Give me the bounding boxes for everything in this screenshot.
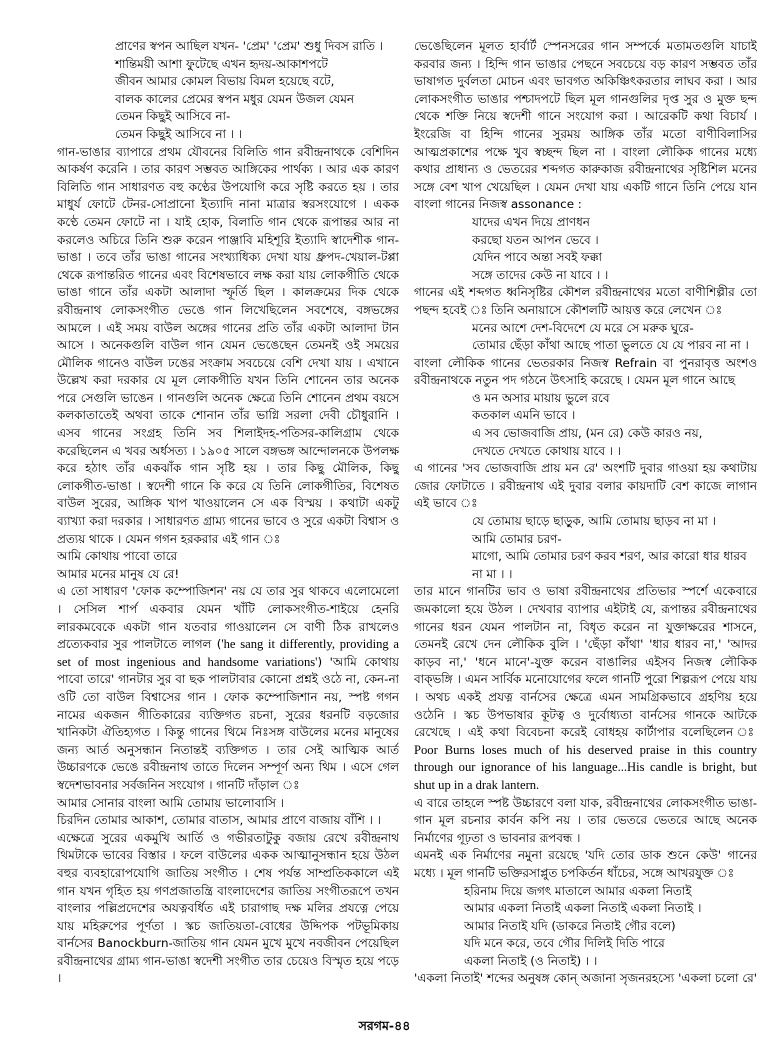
- paragraph: গান-ভাঙার ব্যাপারে প্রথম যৌবনের বিলিতি গান রবীন্দ্রনাথকে বেশিদিন আকর্ষণ করেনি । তার কারণ সম্ভবত আঙ্গিকের পার্থক্য । আর এক কারণ বিলিতি গান সাধারণত বহু কণ্ঠের উপযোগি করে সৃষ্টি করতে হয় । তার মাধুর্য ফোটে টেনর-সোপ্রানো ইত্যাদি নানা মাত্রার স্বরসংযোগে । একক কণ্ঠে তেমন ফোটে না । যাই হোক, বিলাতি গান থেকে রূপান্তর আর না করলেও অচিরে তিনি শুরু করেন পাঞ্জাবি মহিশূরি ইত্যাদি স্বাদেশীক গান-ভাঙা । তবে তাঁর ভাঙা গানের সংখ্যাধিক্য দেখা যায় ধ্রুপদ-খেয়াল-টপ্পা থেকে রূপান্তরিত গানের এবং বিশেষভাবে লক্ষ করা যায় লোকগীতি থেকে ভাঙা গানে তাঁর একটা আলাদা স্ফূর্তি ছিল । কালক্রমের দিক থেকে রবীন্দ্রনাথ লোকসংগীত ভেঙে গান লিখেছিলেন সবশেষে, বঙ্গভঙ্গের আমলে । এই সময় বাউল অঙ্গের গানের প্রতি তাঁর একটা আলাদা টান আসে । অনেকগুলি বাউল গান যেমন ভেঙেছেন তেমনই ওই সময়ের মৌলিক গানেও বাউল ঢঙের সংক্রাম সবচেয়ে বেশি দেখা যায় । এখানে উল্লেখ করা দরকার যে মূল লোকগীতি যখন তিনি শোনেন তার অনেক পরে সেগুলি ভাঙেন । গানগুলি অনেক ক্ষেত্রে তিনি শোনেন প্রথম বয়সে কলকাতাতেই অথবা তাকে শোনান তাঁর ভাগ্নি সরলা দেবী চৌধুরানি । এসব গানের সংগ্রহ তিনি সব শিলাইদহ-পতিসর-কালিগ্রাম থেকে করেছিলেন এ খবর অর্ধসত্য । ১৯০৫ সালে বঙ্গভঙ্গ আন্দোলনকে উপলক্ষ করে হঠাৎ তাঁর একঝাঁক গান সৃষ্টি হয় । তার কিছু মৌলিক, কিছু লোকগীত-ভাঙা । স্বদেশী গানে কি করে যে তিনি লোকগীতির, বিশেষত বাউল সুরের, আঙ্গিক খাপ খাওয়ালেন সে এক বিস্ময় । কথাটা একটু ব্যাখ্যা করা দরকার । সাধারণত গ্রাম্য গানের ভাবে ও সুরে একটা বিশ্বাস ও প্রত্যয় থাকে । যেমন গগন হরকরার এই গান ঃ: [57, 144, 399, 546]
- left-column: [57, 38, 399, 988]
- song-excerpt: [414, 883, 757, 971]
- poem-line: শান্তিময়ী আশা ফুটেছে এখন হৃদয়-আকাশপটে: [115, 56, 328, 71]
- song-excerpt: [414, 214, 757, 284]
- song-line: যাদের এখন দিয়ে প্রাণধন: [472, 214, 590, 229]
- poem-excerpt: [57, 38, 399, 144]
- song-excerpt: [414, 320, 757, 355]
- song-line: ও মন অসার মায়ায় ভুলে রবে: [472, 390, 610, 405]
- song-excerpt: [414, 513, 757, 583]
- poem-line: প্রাণের স্বপন আছিল যখন- 'প্রেম' 'প্রেম' শুধু দিবস রাতি ।: [115, 39, 383, 53]
- paragraph: [414, 583, 757, 794]
- right-column: [414, 38, 757, 988]
- song-line: আমি তোমার চরণ-: [472, 531, 562, 546]
- paragraph-text: তার মানে গানটির ভাব ও ভাষা রবীন্দ্রনাথের প্রতিভার স্পর্শে একেবারে জমকালো হয়ে উঠল । দেখবার ব্যাপার এইটাই যে, রূপান্তর রবীন্দ্রনাথের গানের ধরন যেমন পালটান না, বিধৃত করেন না যুক্তাক্ষরের শাসনে, তেমনই রেখে দেন লৌকিক বুলি । 'ছেঁড়া কাঁথা' 'ধার ধারব না,' 'আদর কাড়ব না,' 'ধনে মানে'-যুক্ত করেন বাঙালির এইসব নিজস্ব লৌকিক বাক্ভঙ্গি । এমন সার্বিক মনোযোগের ফলে গানটি পুরো শিল্পরূপ পেয়ে যায় । অথচ একই প্রযত্ন বার্নসের ক্ষেত্রে এমন সামগ্রিকভাবে গ্রহণিয় হয়ে ওঠেনি । স্কচ উপভাষার কূটত্ব ও দুর্বোধ্যতা বার্নসের গানকে আটকে রেখেছে । এই কথা বিবেচনা করেই বোধহয় কার্টাপার বলেছিলেন ঃ: [414, 584, 757, 740]
- song-line: চিরদিন তোমার আকাশ, তোমার বাতাস, আমার প্রাণে বাজায় বাঁশি । ।: [57, 813, 381, 828]
- page-number: সরগম-৪৪: [358, 1018, 411, 1033]
- song-excerpt: [57, 548, 399, 583]
- song-line: যে তোমায় ছাড়ে ছাড়ুক, আমি তোমায় ছাড়ব না মা ।: [472, 514, 716, 529]
- song-line: সঙ্গে তাদের কেউ না যাবে । ।: [472, 267, 609, 282]
- song-line: কতকাল এমনি ভাবে ।: [472, 408, 576, 423]
- song-line: দেখতে দেখতে কোথায় যাবে । ।: [472, 443, 621, 458]
- song-line: করছো যতন আপন ভেবে ।: [472, 232, 599, 247]
- song-line: আমার মনের মানুষ যে রে!: [57, 566, 180, 581]
- song-line: এ সব ভোজবাজি প্রায়, (মন রে) কেউ কারও নয়,: [472, 426, 703, 441]
- paragraph: এমনই এক নির্মাণের নমুনা রয়েছে 'যদি তোর ডাক শুনে কেউ' গানের মধ্যে । মূল গানটি ভক্তিরসাপ্লুত চপকির্তন ধাঁচের, সঙ্গে আখরযুক্ত ঃ: [414, 848, 757, 880]
- song-line: আমি কোথায় পাবো তারে: [57, 549, 178, 564]
- paragraph-text: ) 'আমি কোথায় পাবো তারে' গানটার সুর বা ছক পালটাবার কোনো প্রশ্নই ওঠে না, কেন-না ওটি তো বাউল বিশ্বাসের গান । ফোক কম্পোজিশান নয়, স্পষ্ট গগন নামের একজন গীতিকারের ব্যক্তিগত রচনা, সুরের ধরনটি বড়জোর খানিকটা ঐতিহ্যগত । কিন্তু গানের থিমে নিঃসঙ্গ বাউলের মনের মানুষের জন্য আর্ত অনুসন্ধান নিতান্তই ব্যক্তিগত । তার সেই আত্মিক আর্ত উচ্চারণকে ভেঙে রবীন্দ্রনাথ তাতে দিলেন সম্পূর্ণ অন্য থিম । এসে গেল স্বদেশভাবনার সর্বজনিন সংযোগ । গানটি দাঁড়াল ঃ: [57, 654, 399, 792]
- song-line: যদি মনে করে, তবে গৌর দিলিই দিতি পারে: [464, 936, 665, 951]
- song-line: তোমার ছেঁড়া কাঁথা আছে পাতা ভুলতে যে যে পারব না না ।: [472, 338, 749, 353]
- poem-line: তেমন কিছুই আসিবে না । ।: [115, 126, 243, 141]
- paragraph: [57, 583, 399, 794]
- paragraph: 'একলা নিতাই' শব্দের অনুষঙ্গ কোন্ অজানা সৃজনরহস্যে 'একলা চলো রে': [414, 971, 757, 986]
- song-excerpt: [57, 795, 399, 830]
- poem-line: বালক কালের প্রেমের স্বপন মধুর যেমন উজল যেমন: [115, 91, 354, 106]
- paragraph-text: এ তো সাধারণ 'ফোক কম্পোজিশন' নয় যে তার সুর থাকবে এলোমেলো । সেসিল শার্প একবার যেমন খাঁটি লোকসংগীত-শাইয়ে হেনরি লারকমবেকে একটা গান যতবার গাওয়ালেন সে বাণী ঠিক রাখলেও প্রত্যেকবার সুর পালটাতে লাগল (: [57, 584, 399, 652]
- song-excerpt: [414, 390, 757, 460]
- song-line: যেদিন পাবে অন্তা সবই ফক্কা: [472, 250, 602, 265]
- paragraph: ভেঙেছিলেন মূলত হার্বার্ট স্পেনসরের গান সম্পর্কে মতামতগুলি যাচাই করবার জন্য । হিন্দি গান ভাঙার পেছনে সবচেয়ে বড় কারণ সম্ভবত তাঁর ভাষাগত দুর্বলতা মোচন এবং ভাবগত অকিঞ্চিৎকরতার লাঘব করা । আর লোকসংগীত ভাঙার পশ্চাদপটে ছিল মূল গানগুলির দৃপ্ত সুর ও মুক্ত ছন্দ থেকে শক্তি নিয়ে স্বদেশী গানে সংযোগ করা । আরেকটি কথা বিচার্য । ইংরেজি বা হিন্দি গানের সুরময় আঙ্গিক তাঁর মতো বাণীবিলাসির আত্মপ্রকাশের পক্ষে খুব স্বচ্ছন্দ ছিল না । বাংলা লৌকিক গানের মধ্যে কথার প্রাধান্য ও ভেতরের শব্দগত কারুকাজ রবীন্দ্রনাথের সৃষ্টিশিল মনের সঙ্গে বেশ খাপ খেয়েছিল । যেমন দেখা যায় একটি গানে তিনি পেয়ে যান বাংলা গানের নিজস্ব assonance :: [414, 39, 757, 212]
- paragraph: এ গানের 'সব ভোজবাজি প্রায় মন রে' অংশটি দুবার গাওয়া হয় কথাটায় জোর ফোটাতে । রবীন্দ্রনাথ এই দুবার বলার কায়দাটি বেশ কাজে লাগান এই ভাবে ঃ: [414, 461, 757, 511]
- paragraph: এক্ষেত্রে সুরের একমুখি আর্তি ও গভীরতাটুকু বজায় রেখে রবীন্দ্রনাথ থিমটাকে ভাবের বিস্তার । ফলে বাউলের একক আত্মানুসন্ধান হয়ে উঠল বহুর ব্যবহারোপযোগি জাতিয় সংগীত । শেষ পর্যন্ত সাম্প্রতিককালে এই গান যখন গৃহিত হয় গণপ্রজাতন্ত্রি বাংলাদেশের জাতিয় সংগীতরূপে তখন বাংলার পল্লিপ্রদেশের অযত্নবর্ধিত এই চারাগাছ দক্ষ মলির প্রযত্নে পেয়ে যায় মহিরুপের পূর্ণতা । স্কচ জাতিয়তা-বোধের উদ্দিপক পটভূমিকায় বার্নসের Banockburn-জাতিয় গান যেমন মুখে মুখে নবজীবন পেয়েছিল রবীন্দ্রনাথের গ্রাম্য গান-ভাঙা স্বদেশী সংগীত তার চেয়েও বিস্মৃত হয়ে পড়ে ।: [57, 830, 399, 986]
- song-line: আমার সোনার বাংলা আমি তোমায় ভালোবাসি ।: [57, 795, 284, 810]
- song-line: আমার একলা নিতাই একলা নিতাই একলা নিতাই ।: [464, 901, 702, 916]
- poem-line: জীবন আমার কোমল বিভায় বিমল হয়েছে বটে,: [115, 74, 335, 89]
- song-line: না মা । ।: [472, 566, 513, 581]
- paragraph: বাংলা লৌকিক গানের ভেতরকার নিজস্ব Refrain বা পুনরাবৃত্ত অংশও রবীন্দ্রনাথকে নতুন পদ গঠনে উৎসাহি করেছে । যেমন মূল গানে আছে: [414, 355, 757, 388]
- song-line: মনের আশে দেশ-বিদেশে যে মরে সে মরুক ঘুরে-: [472, 320, 694, 335]
- english-quote: 'he sang it differently, providing a set of most ingenious and handsome variations': [57, 637, 399, 669]
- song-line: মাগো, আমি তোমার চরণ করব শরণ, আর কারো ধার ধারব: [472, 549, 747, 564]
- song-line: হরিনাম দিয়ে জগৎ মাতালে আমার একলা নিতাই: [464, 883, 692, 898]
- english-quote: Poor Burns loses much of his deserved praise in this country through our ignorance of his language...His candle is bright, but shut up in a drak lantern.: [414, 742, 757, 792]
- song-line: একলা নিতাই (ও নিতাই) । ।: [464, 953, 598, 968]
- paragraph: এ বারে তাহলে স্পষ্ট উচ্চারণে বলা যাক, রবীন্দ্রনাথের লোকসংগীত ভাঙা-গান মূল রচনার কার্বন কপি নয় । তার ভেতরে ভেতরে আছে অনেক নির্মাণের গূঢ়তা ও ভাবনার রূপবন্ধ ।: [414, 795, 757, 845]
- poem-line: তেমন কিছুই আসিবে না-: [115, 109, 231, 124]
- song-line: আমার নিতাই যদি (ডাকরে নিতাই গৌর বলে): [464, 918, 676, 933]
- paragraph: গানের এই শব্দগত ধ্বনিসৃষ্টির কৌশল রবীন্দ্রনাথের মতো বাণীশিল্পীর তো পছন্দ হবেই ঃ তিনি অনায়াসে কৌশলটি আয়ত্ত করে লেখেন ঃ: [414, 285, 757, 317]
